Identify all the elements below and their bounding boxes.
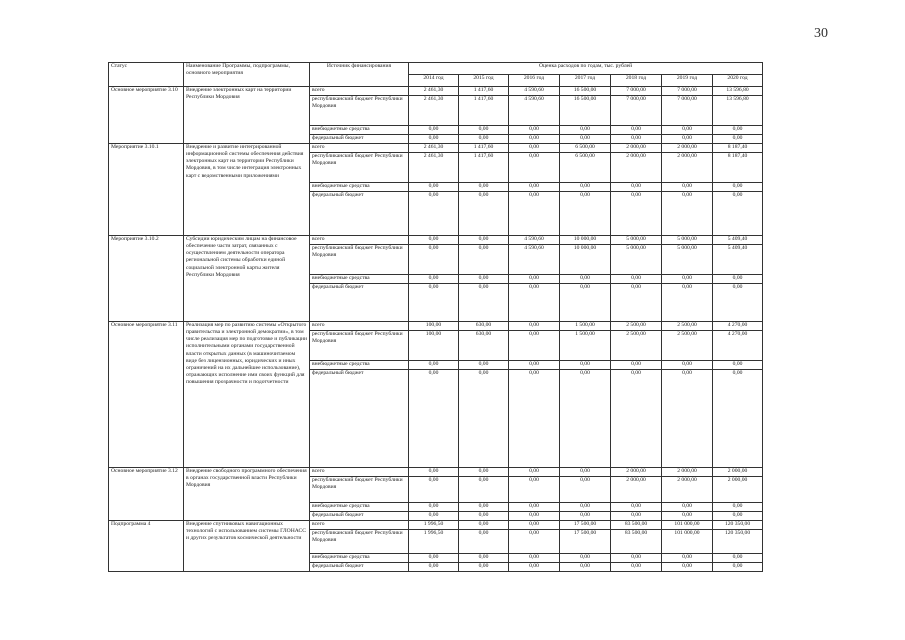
header-row-1 bbox=[109, 63, 763, 75]
amount-cell: 0,00 bbox=[662, 135, 713, 144]
row-name: Внедрение спутниковых навигационных технологий с использованием системы ГЛОНАСС и других результатов космической деятельности bbox=[184, 521, 310, 572]
amount-cell: 0,00 bbox=[662, 183, 713, 192]
amount-cell: 0,00 bbox=[560, 512, 611, 521]
amount-cell: 0,00 bbox=[713, 554, 763, 563]
amount-cell: 1 500,00 bbox=[560, 331, 611, 361]
amount-cell: 120 350,00 bbox=[713, 530, 763, 554]
amount-cell: 0,00 bbox=[509, 554, 560, 563]
amount-cell: 2 461,30 bbox=[409, 96, 459, 126]
amount-cell: 0,00 bbox=[560, 135, 611, 144]
funding-source: федеральный бюджет bbox=[310, 284, 409, 322]
amount-cell: 2 000,00 bbox=[611, 144, 662, 153]
amount-cell: 0,00 bbox=[509, 521, 560, 530]
amount-cell: 0,00 bbox=[509, 192, 560, 236]
header-year: 2017 год bbox=[560, 75, 611, 87]
amount-cell: 0,00 bbox=[560, 477, 611, 503]
amount-cell: 1 996,50 bbox=[409, 530, 459, 554]
amount-cell: 0,00 bbox=[509, 477, 560, 503]
amount-cell: 0,00 bbox=[560, 468, 611, 477]
amount-cell: 2 000,00 bbox=[611, 153, 662, 183]
row-name: Внедрение свободного программного обеспечения в органах государственной власти Республики Мордовия bbox=[184, 468, 310, 521]
amount-cell: 7 000,00 bbox=[662, 87, 713, 96]
funding-source: федеральный бюджет bbox=[310, 192, 409, 236]
amount-cell: 0,00 bbox=[509, 126, 560, 135]
amount-cell: 101 000,00 bbox=[662, 530, 713, 554]
amount-cell: 0,00 bbox=[409, 512, 459, 521]
table-row bbox=[109, 468, 763, 477]
amount-cell: 0,00 bbox=[509, 153, 560, 183]
row-name: Внедрение и развитие интегрированной информационной системы обеспечения действия электронных карт на территории Республики Мордовия, в том числе интеграция электронных карт с ведомственными приложениями bbox=[184, 144, 310, 236]
amount-cell: 0,00 bbox=[459, 183, 509, 192]
amount-cell: 2 500,00 bbox=[662, 331, 713, 361]
amount-cell: 2 461,30 bbox=[409, 144, 459, 153]
amount-cell: 0,00 bbox=[713, 135, 763, 144]
amount-cell: 0,00 bbox=[662, 361, 713, 370]
amount-cell: 17 500,00 bbox=[560, 521, 611, 530]
amount-cell: 0,00 bbox=[459, 503, 509, 512]
amount-cell: 0,00 bbox=[611, 370, 662, 468]
amount-cell: 0,00 bbox=[509, 512, 560, 521]
amount-cell: 2 500,00 bbox=[611, 322, 662, 331]
amount-cell: 0,00 bbox=[713, 284, 763, 322]
header-name: Наименование Программы, подпрограммы, основного мероприятия bbox=[184, 63, 310, 87]
funding-source: внебюджетные средства bbox=[310, 503, 409, 512]
amount-cell: 0,00 bbox=[611, 284, 662, 322]
amount-cell: 0,00 bbox=[459, 236, 509, 245]
funding-source: федеральный бюджет bbox=[310, 563, 409, 572]
amount-cell: 0,00 bbox=[409, 135, 459, 144]
funding-source: всего bbox=[310, 521, 409, 530]
amount-cell: 0,00 bbox=[409, 275, 459, 284]
row-status: Основное мероприятие 3.10 bbox=[109, 87, 184, 144]
table-row bbox=[109, 322, 763, 331]
amount-cell: 0,00 bbox=[409, 245, 459, 275]
expenditure-table bbox=[108, 62, 763, 572]
amount-cell: 0,00 bbox=[713, 563, 763, 572]
amount-cell: 0,00 bbox=[459, 126, 509, 135]
amount-cell: 0,00 bbox=[459, 530, 509, 554]
amount-cell: 120 350,00 bbox=[713, 521, 763, 530]
amount-cell: 0,00 bbox=[459, 477, 509, 503]
amount-cell: 0,00 bbox=[560, 192, 611, 236]
amount-cell: 0,00 bbox=[409, 284, 459, 322]
amount-cell: 5 000,00 bbox=[611, 236, 662, 245]
amount-cell: 0,00 bbox=[459, 521, 509, 530]
amount-cell: 4 270,00 bbox=[713, 331, 763, 361]
amount-cell: 0,00 bbox=[409, 192, 459, 236]
row-name: Внедрение электронных карт на территории Республики Мордовия bbox=[184, 87, 310, 144]
amount-cell: 4 590,60 bbox=[509, 236, 560, 245]
amount-cell: 7 000,00 bbox=[611, 87, 662, 96]
funding-source: республиканский бюджет Республики Мордовия bbox=[310, 477, 409, 503]
amount-cell: 2 500,00 bbox=[611, 331, 662, 361]
amount-cell: 0,00 bbox=[713, 503, 763, 512]
amount-cell: 0,00 bbox=[560, 126, 611, 135]
amount-cell: 8 187,40 bbox=[713, 144, 763, 153]
amount-cell: 0,00 bbox=[409, 563, 459, 572]
amount-cell: 0,00 bbox=[713, 361, 763, 370]
amount-cell: 0,00 bbox=[611, 563, 662, 572]
funding-source: республиканский бюджет Республики Мордовия bbox=[310, 530, 409, 554]
row-status: Подпрограмма 4 bbox=[109, 521, 184, 572]
amount-cell: 0,00 bbox=[662, 192, 713, 236]
amount-cell: 2 461,30 bbox=[409, 153, 459, 183]
header-year: 2018 год bbox=[611, 75, 662, 87]
amount-cell: 1 500,00 bbox=[560, 322, 611, 331]
amount-cell: 0,00 bbox=[713, 512, 763, 521]
amount-cell: 0,00 bbox=[509, 370, 560, 468]
amount-cell: 16 500,00 bbox=[560, 87, 611, 96]
amount-cell: 2 000,00 bbox=[662, 468, 713, 477]
table-row bbox=[109, 144, 763, 153]
amount-cell: 0,00 bbox=[560, 554, 611, 563]
amount-cell: 0,00 bbox=[509, 144, 560, 153]
amount-cell: 10 000,00 bbox=[560, 236, 611, 245]
amount-cell: 0,00 bbox=[509, 530, 560, 554]
amount-cell: 0,00 bbox=[611, 512, 662, 521]
funding-source: республиканский бюджет Республики Мордовия bbox=[310, 331, 409, 361]
amount-cell: 6 500,00 bbox=[560, 153, 611, 183]
amount-cell: 0,00 bbox=[409, 370, 459, 468]
row-status: Мероприятие 3.10.1 bbox=[109, 144, 184, 236]
amount-cell: 2 500,00 bbox=[662, 322, 713, 331]
amount-cell: 83 500,00 bbox=[611, 521, 662, 530]
funding-source: всего bbox=[310, 144, 409, 153]
amount-cell: 0,00 bbox=[560, 275, 611, 284]
amount-cell: 0,00 bbox=[509, 322, 560, 331]
row-name: Реализация мер по развитию системы «Открытого правительства и электронной демократии», в том числе реализация мер по подготовке и публикации исполнительными органами государственной власти открытых данных (в машиночитаемом виде без лицензионных, юридических и иных ограничений на их дальнейшее использование), отражающих исполнение ими своих функций для повышения прозрачности и подотчетности bbox=[184, 322, 310, 468]
funding-source: республиканский бюджет Республики Мордовия bbox=[310, 245, 409, 275]
amount-cell: 4 590,60 bbox=[509, 87, 560, 96]
funding-source: республиканский бюджет Республики Мордовия bbox=[310, 153, 409, 183]
amount-cell: 0,00 bbox=[459, 468, 509, 477]
amount-cell: 5 000,00 bbox=[662, 236, 713, 245]
funding-source: республиканский бюджет Республики Мордовия bbox=[310, 96, 409, 126]
amount-cell: 0,00 bbox=[662, 370, 713, 468]
amount-cell: 630,00 bbox=[459, 322, 509, 331]
amount-cell: 0,00 bbox=[509, 563, 560, 572]
amount-cell: 0,00 bbox=[459, 135, 509, 144]
amount-cell: 0,00 bbox=[409, 183, 459, 192]
amount-cell: 6 500,00 bbox=[560, 144, 611, 153]
amount-cell: 5 000,00 bbox=[662, 245, 713, 275]
row-status: Мероприятие 3.10.2 bbox=[109, 236, 184, 322]
amount-cell: 100,00 bbox=[409, 322, 459, 331]
amount-cell: 0,00 bbox=[509, 284, 560, 322]
amount-cell: 7 000,00 bbox=[611, 96, 662, 126]
amount-cell: 0,00 bbox=[713, 126, 763, 135]
amount-cell: 0,00 bbox=[713, 192, 763, 236]
amount-cell: 2 000,00 bbox=[611, 477, 662, 503]
amount-cell: 16 500,00 bbox=[560, 96, 611, 126]
amount-cell: 0,00 bbox=[611, 554, 662, 563]
amount-cell: 2 000,00 bbox=[611, 468, 662, 477]
amount-cell: 0,00 bbox=[713, 183, 763, 192]
amount-cell: 0,00 bbox=[459, 361, 509, 370]
amount-cell: 0,00 bbox=[611, 275, 662, 284]
amount-cell: 0,00 bbox=[409, 477, 459, 503]
funding-source: всего bbox=[310, 468, 409, 477]
header-year: 2014 год bbox=[409, 75, 459, 87]
amount-cell: 0,00 bbox=[662, 275, 713, 284]
amount-cell: 0,00 bbox=[560, 284, 611, 322]
page-number: 30 bbox=[814, 26, 828, 41]
amount-cell: 0,00 bbox=[509, 275, 560, 284]
amount-cell: 0,00 bbox=[611, 192, 662, 236]
funding-source: внебюджетные средства bbox=[310, 183, 409, 192]
row-status: Основное мероприятие 3.12 bbox=[109, 468, 184, 521]
amount-cell: 0,00 bbox=[662, 284, 713, 322]
amount-cell: 2 000,00 bbox=[713, 468, 763, 477]
funding-source: федеральный бюджет bbox=[310, 370, 409, 468]
table-row bbox=[109, 87, 763, 96]
amount-cell: 4 590,60 bbox=[509, 245, 560, 275]
amount-cell: 2 461,30 bbox=[409, 87, 459, 96]
amount-cell: 1 417,60 bbox=[459, 153, 509, 183]
amount-cell: 5 409,40 bbox=[713, 245, 763, 275]
amount-cell: 10 000,00 bbox=[560, 245, 611, 275]
header-year: 2016 год bbox=[509, 75, 560, 87]
amount-cell: 2 000,00 bbox=[713, 477, 763, 503]
header-estimate: Оценка расходов по годам, тыс. рублей bbox=[409, 63, 763, 75]
amount-cell: 17 500,00 bbox=[560, 530, 611, 554]
amount-cell: 0,00 bbox=[662, 554, 713, 563]
amount-cell: 0,00 bbox=[662, 503, 713, 512]
amount-cell: 1 417,60 bbox=[459, 96, 509, 126]
amount-cell: 0,00 bbox=[509, 183, 560, 192]
amount-cell: 101 000,00 bbox=[662, 521, 713, 530]
amount-cell: 0,00 bbox=[560, 370, 611, 468]
header-year: 2020 год bbox=[713, 75, 763, 87]
amount-cell: 0,00 bbox=[459, 192, 509, 236]
amount-cell: 0,00 bbox=[611, 503, 662, 512]
amount-cell: 0,00 bbox=[662, 126, 713, 135]
amount-cell: 13 596,80 bbox=[713, 87, 763, 96]
amount-cell: 0,00 bbox=[409, 554, 459, 563]
amount-cell: 0,00 bbox=[409, 468, 459, 477]
amount-cell: 1 996,50 bbox=[409, 521, 459, 530]
amount-cell: 83 500,00 bbox=[611, 530, 662, 554]
amount-cell: 7 000,00 bbox=[662, 96, 713, 126]
amount-cell: 0,00 bbox=[409, 503, 459, 512]
funding-source: внебюджетные средства bbox=[310, 361, 409, 370]
amount-cell: 0,00 bbox=[509, 503, 560, 512]
funding-source: внебюджетные средства bbox=[310, 275, 409, 284]
amount-cell: 0,00 bbox=[459, 370, 509, 468]
amount-cell: 0,00 bbox=[560, 503, 611, 512]
amount-cell: 0,00 bbox=[459, 245, 509, 275]
amount-cell: 0,00 bbox=[662, 512, 713, 521]
amount-cell: 100,00 bbox=[409, 331, 459, 361]
funding-source: федеральный бюджет bbox=[310, 135, 409, 144]
amount-cell: 0,00 bbox=[560, 361, 611, 370]
amount-cell: 630,00 bbox=[459, 331, 509, 361]
row-name: Субсидии юридическим лицам на финансовое обеспечение части затрат, связанных с осуществлением деятельности оператора региональной системы обработки единой социальной электронной карты жителя Республики Мордовия bbox=[184, 236, 310, 322]
header-source: Источник финансирования bbox=[310, 63, 409, 87]
header-year: 2019 год bbox=[662, 75, 713, 87]
amount-cell: 4 590,60 bbox=[509, 96, 560, 126]
amount-cell: 0,00 bbox=[459, 275, 509, 284]
amount-cell: 0,00 bbox=[509, 361, 560, 370]
funding-source: федеральный бюджет bbox=[310, 512, 409, 521]
amount-cell: 1 417,60 bbox=[459, 144, 509, 153]
amount-cell: 2 000,00 bbox=[662, 477, 713, 503]
amount-cell: 0,00 bbox=[459, 563, 509, 572]
amount-cell: 0,00 bbox=[560, 563, 611, 572]
amount-cell: 0,00 bbox=[713, 370, 763, 468]
amount-cell: 0,00 bbox=[509, 468, 560, 477]
funding-source: всего bbox=[310, 236, 409, 245]
amount-cell: 13 596,80 bbox=[713, 96, 763, 126]
amount-cell: 0,00 bbox=[509, 135, 560, 144]
amount-cell: 0,00 bbox=[409, 126, 459, 135]
funding-source: всего bbox=[310, 87, 409, 96]
amount-cell: 0,00 bbox=[409, 236, 459, 245]
header-status: Статус bbox=[109, 63, 184, 87]
amount-cell: 0,00 bbox=[713, 275, 763, 284]
amount-cell: 1 417,60 bbox=[459, 87, 509, 96]
amount-cell: 0,00 bbox=[409, 361, 459, 370]
funding-source: внебюджетные средства bbox=[310, 554, 409, 563]
amount-cell: 0,00 bbox=[611, 361, 662, 370]
amount-cell: 0,00 bbox=[611, 183, 662, 192]
amount-cell: 0,00 bbox=[459, 554, 509, 563]
table-row bbox=[109, 521, 763, 530]
row-status: Основное мероприятие 3.11 bbox=[109, 322, 184, 468]
amount-cell: 2 000,00 bbox=[662, 144, 713, 153]
amount-cell: 5 409,40 bbox=[713, 236, 763, 245]
amount-cell: 0,00 bbox=[459, 512, 509, 521]
amount-cell: 0,00 bbox=[459, 284, 509, 322]
header-year: 2015 год bbox=[459, 75, 509, 87]
amount-cell: 2 000,00 bbox=[662, 153, 713, 183]
amount-cell: 5 000,00 bbox=[611, 245, 662, 275]
table-row bbox=[109, 236, 763, 245]
amount-cell: 0,00 bbox=[611, 135, 662, 144]
amount-cell: 0,00 bbox=[611, 126, 662, 135]
table-body bbox=[109, 87, 763, 572]
funding-source: всего bbox=[310, 322, 409, 331]
funding-source: внебюджетные средства bbox=[310, 126, 409, 135]
amount-cell: 8 187,40 bbox=[713, 153, 763, 183]
amount-cell: 4 270,00 bbox=[713, 322, 763, 331]
amount-cell: 0,00 bbox=[560, 183, 611, 192]
amount-cell: 0,00 bbox=[509, 331, 560, 361]
amount-cell: 0,00 bbox=[662, 563, 713, 572]
